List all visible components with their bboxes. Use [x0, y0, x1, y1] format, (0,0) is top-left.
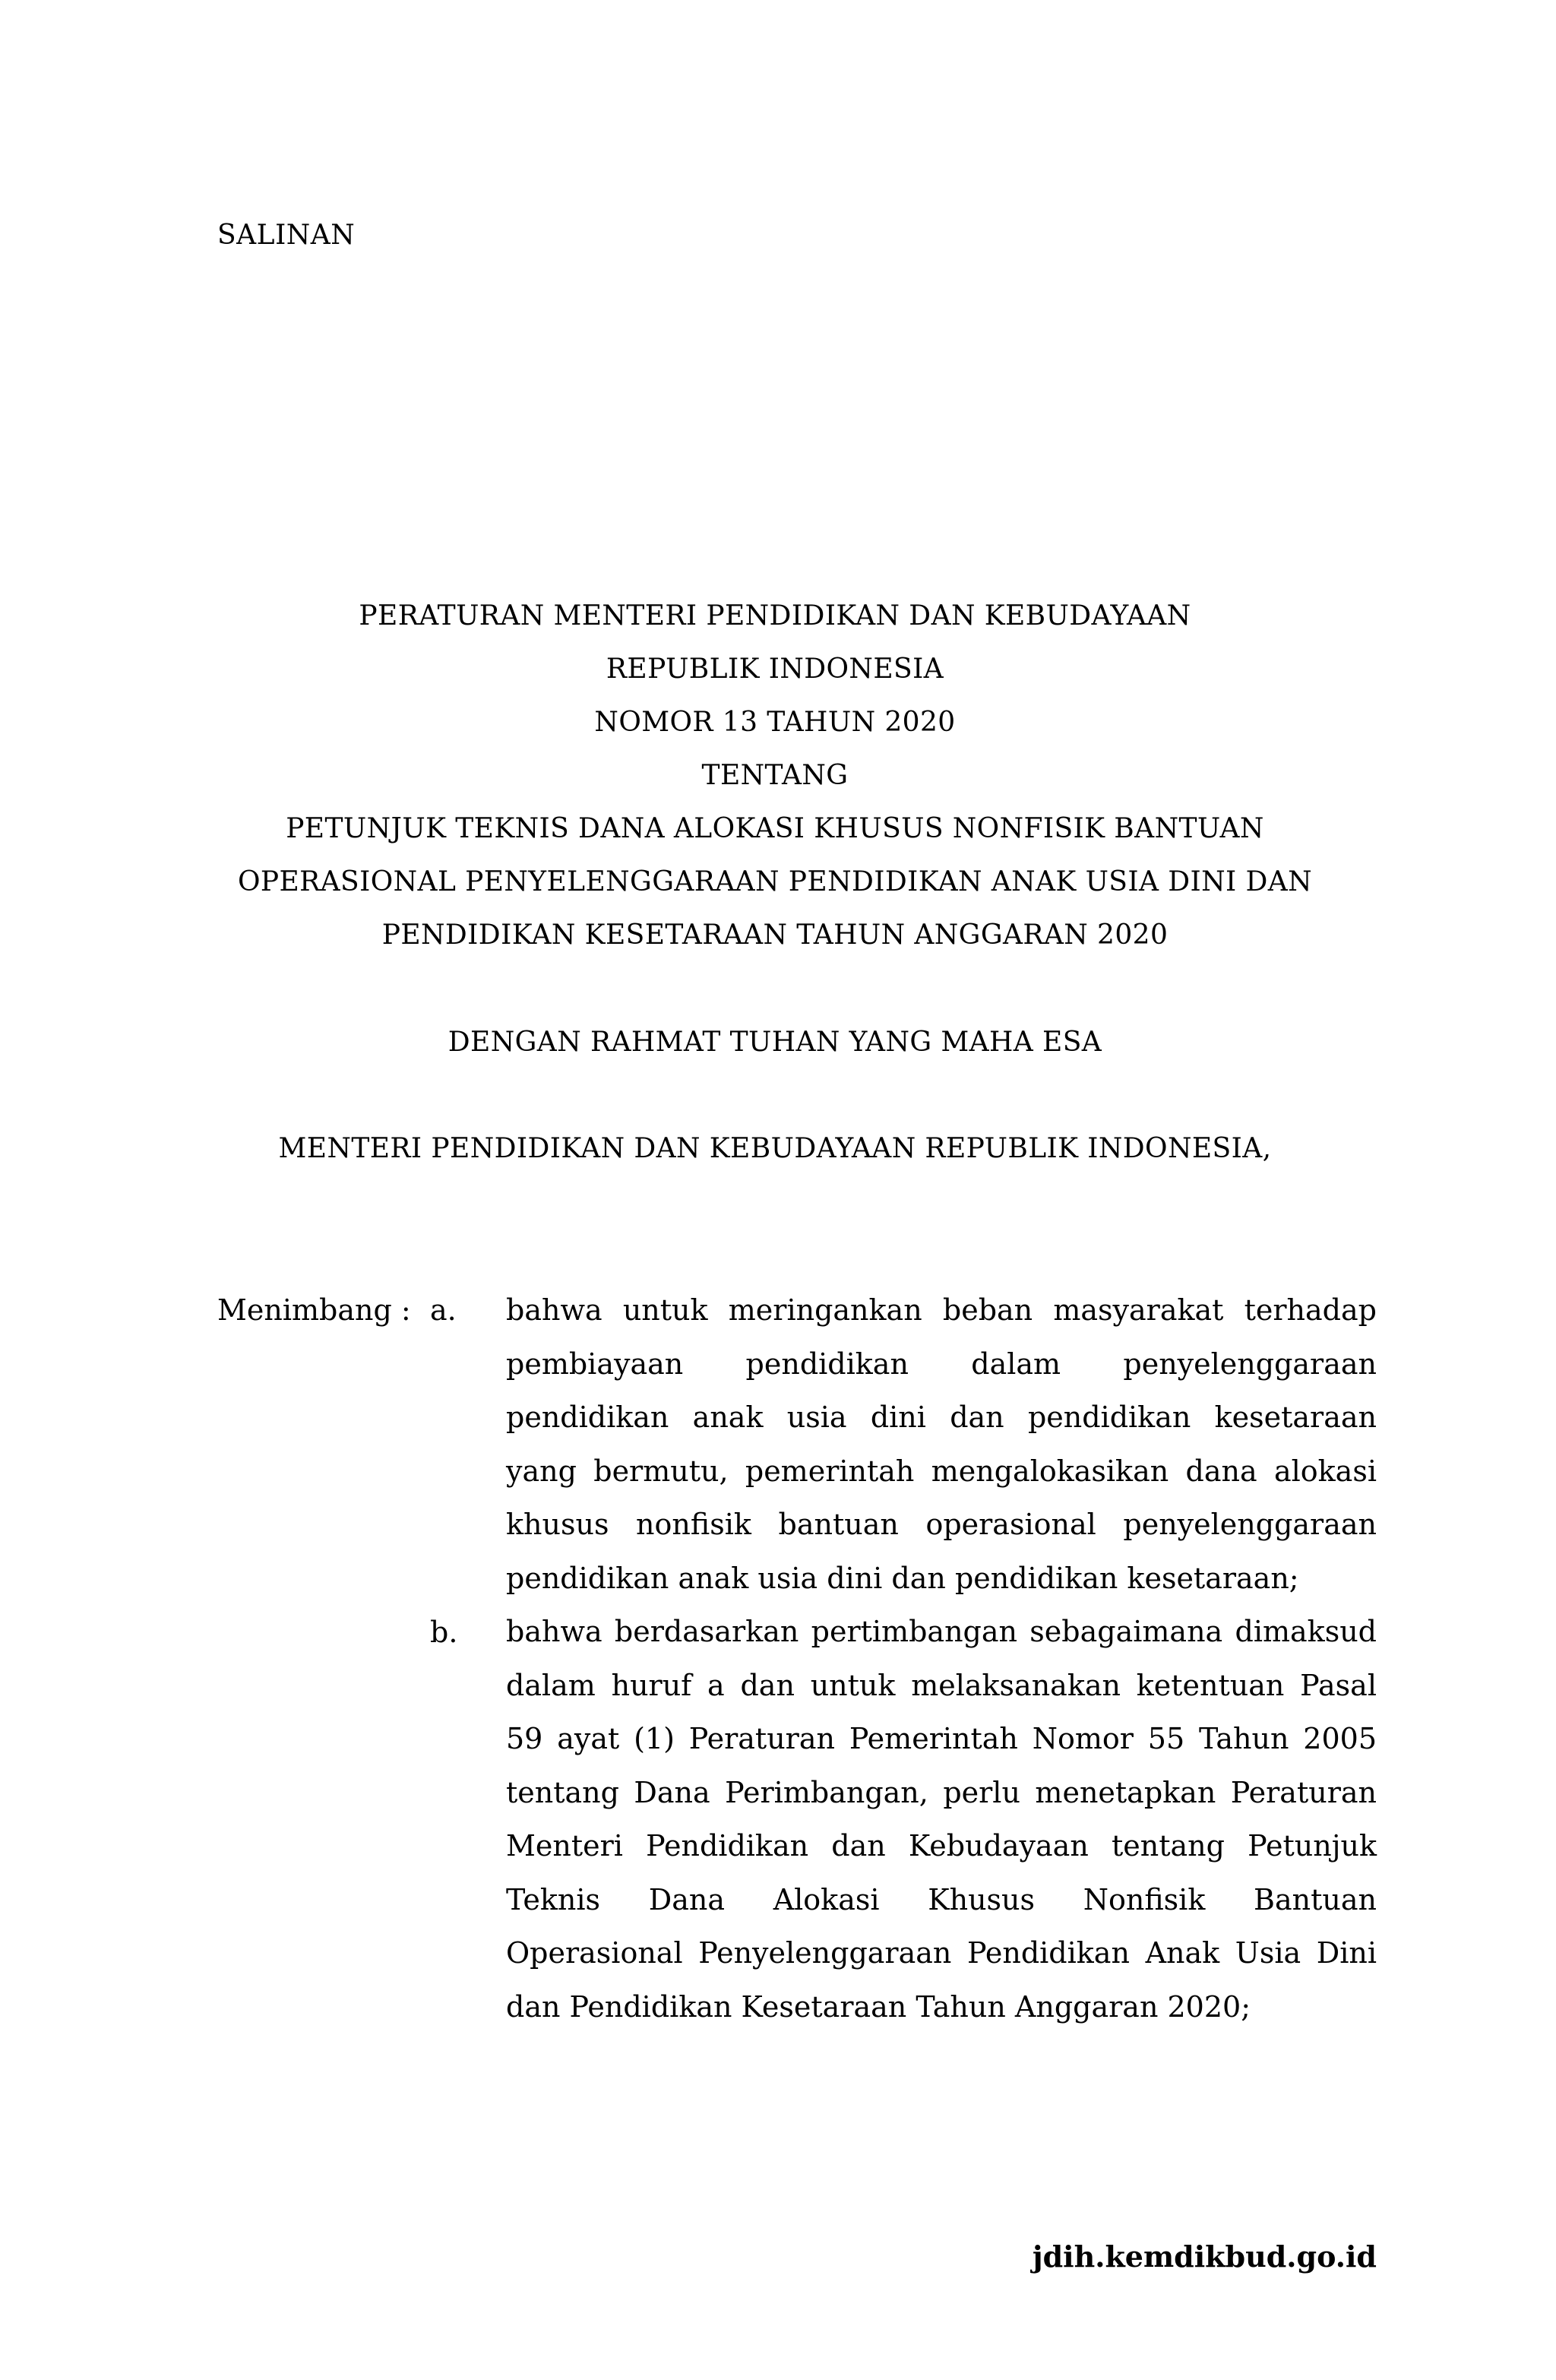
text-line: Operasional Penyelenggaraan Pendidikan Anak Usia Dini [506, 1936, 1377, 1970]
text-line: pendidikan anak usia dini dan pendidikan kesetaraan [506, 1400, 1377, 1434]
text-line: 59 ayat (1) Peraturan Pemerintah Nomor 55 Tahun 2005 [506, 1722, 1377, 1755]
text-line: dan Pendidikan Kesetaraan Tahun Anggaran 2020; [506, 1989, 1251, 2024]
text-line: dalam huruf a dan untuk melaksanakan ketentuan Pasal [506, 1668, 1377, 1702]
consideration-item-a [506, 1283, 1377, 1605]
text-line: tentang Dana Perimbangan, perlu menetapkan Peraturan [506, 1775, 1377, 1809]
title-line: OPERASIONAL PENYELENGGARAAN PENDIDIKAN ANAK USIA DINI DAN [237, 866, 1313, 897]
text-line: pendidikan anak usia dini dan pendidikan kesetaraan; [506, 1561, 1299, 1595]
title-line: PENDIDIKAN KESETARAAN TAHUN ANGGARAN 2020 [381, 919, 1169, 951]
regulation-title [137, 590, 1413, 962]
item-letter-b: b. [430, 1616, 458, 1649]
salinan-label: SALINAN [217, 220, 356, 251]
rahmat-line: DENGAN RAHMAT TUHAN YANG MAHA ESA [448, 1027, 1102, 1058]
text-line: Menteri Pendidikan dan Kebudayaan tentang Petunjuk [506, 1829, 1377, 1863]
text-line: yang bermutu, pemerintah mengalokasikan dana alokasi [506, 1454, 1377, 1488]
menimbang-label: Menimbang : [217, 1293, 411, 1327]
menteri-line: MENTERI PENDIDIKAN DAN KEBUDAYAAN REPUBLIK INDONESIA, [278, 1133, 1272, 1164]
text-line: bahwa untuk meringankan beban masyarakat terhadap [506, 1293, 1377, 1327]
title-line: NOMOR 13 TAHUN 2020 [594, 707, 956, 738]
title-line: REPUBLIK INDONESIA [606, 654, 944, 685]
title-line: TENTANG [701, 760, 849, 791]
text-line: khusus nonfisik bantuan operasional penyelenggaraan [506, 1508, 1377, 1541]
text-line: bahwa berdasarkan pertimbangan sebagaimana dimaksud [506, 1615, 1377, 1648]
title-line: PERATURAN MENTERI PENDIDIKAN DAN KEBUDAYAAN [359, 600, 1191, 631]
title-line: PETUNJUK TEKNIS DANA ALOKASI KHUSUS NONFISIK BANTUAN [286, 813, 1264, 844]
text-line: pembiayaan pendidikan dalam penyelenggaraan [506, 1347, 1377, 1381]
footer-website-url: jdih.kemdikbud.go.id [1032, 2239, 1377, 2274]
consideration-item-b [506, 1605, 1377, 2033]
text-line: Teknis Dana Alokasi Khusus Nonfisik Bantuan [506, 1882, 1377, 1916]
item-letter-a: a. [430, 1293, 457, 1327]
